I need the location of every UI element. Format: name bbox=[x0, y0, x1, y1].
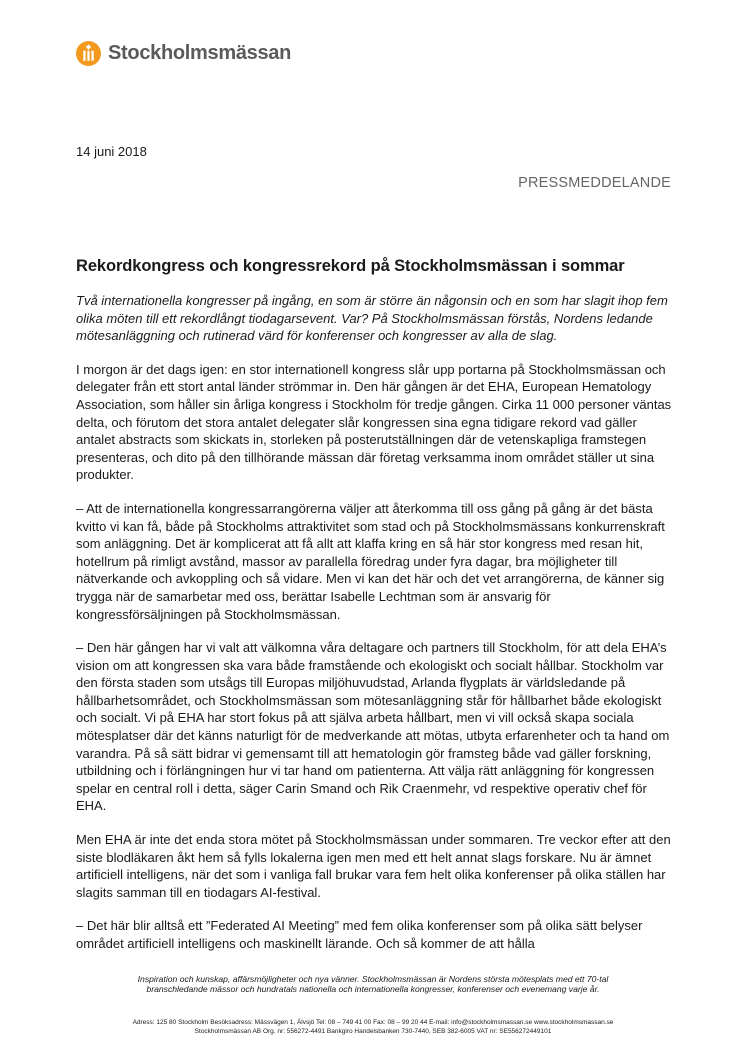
headline: Rekordkongress och kongressrekord på Stockholmsmässan i sommar bbox=[76, 257, 625, 275]
contact-line: Adress: 125 80 Stockholm Besöksadress: Mässvägen 1, Älvsjö Tel: 08 – 749 41 00 Fax: 08 – 99 20 44 E-mail: info@stockholmsmassan.se www.stockholmsmassan.se bbox=[132, 1019, 614, 1026]
body-paragraph: Men EHA är inte det enda stora mötet på Stockholmsmässan under sommaren. Tre veckor efter att den siste blodläkaren åkt hem så fylls lokalerna igen men med ett helt annat slags forskare. Nu är ämnet artificiell intelligens, när det som i vanliga fall brukar vara fem helt olika konferenser på olika ställen har slagits samman till en tiodagars AI-festival. bbox=[76, 832, 671, 900]
footer-tagline bbox=[0, 974, 746, 994]
document-date: 14 juni 2018 bbox=[76, 144, 147, 159]
body-paragraph: – Det här blir alltså ett ”Federated AI Meeting” med fem olika konferenser som på olika sätt belyser området artificiell intelligens och maskinellt lärande. Och så kommer de att hålla bbox=[76, 918, 643, 951]
tagline-line: Inspiration och kunskap, affärsmöjligheter och nya vänner. Stockholmsmässan är Nordens största mötesplats med ett 70-tal bbox=[137, 974, 609, 984]
press-release-body bbox=[76, 256, 672, 970]
lead-paragraph: Två internationella kongresser på ingång, en som är större än någonsin och en som har slagit ihop fem olika möten till ett rekordlångt tiodagarsevent. Var? På Stockholmsmässan förstås, Nordens ledande mötesanläggning och rutinerad värd för konferenser och kongresser av alla de slag. bbox=[76, 293, 668, 344]
body-paragraph: I morgon är det dags igen: en stor internationell kongress slår upp portarna på Stockholmsmässan och delegater från ett stort antal länder strömmar in. Den här gången är det EHA, European Hematology Association, som håller sin årliga kongress i Stockholm för tredje gången. Cirka 11 000 personer väntas delta, och förutom det stora antalet delegater slår kongressen sina egna tidigare rekord vad gäller antalet abstracts som skickats in, storleken på posterutställningen där de vetenskapliga framstegen presenteras, och dito på den tillhörande mässan där företag verksamma inom området ställer ut sina produkter. bbox=[76, 361, 672, 483]
footer-contact bbox=[0, 1018, 746, 1036]
body-paragraph: – Att de internationella kongressarrangörerna väljer att återkomma till oss gång på gång är det bästa kvitto vi kan få, både på Stockholms attraktivitet som stad och på Stockholmsmässans konkurrenskraft som anläggning. Det är komplicerat att få allt att klaffa kring en så här stor kongress med resan hit, hotellrum på rimligt avstånd, massor av parallella föredrag under fyra dagar, bra möjligheter till nätverkande och avkoppling och så vidare. Men vi kan det här och det vet arrangörerna, de känner sig trygga när de samarbetar med oss, berättar Isabelle Lechtman som är ansvarig för kongressförsäljningen på Stockholmsmässan. bbox=[76, 500, 665, 622]
body-paragraph: – Den här gången har vi valt att välkomna våra deltagare och partners till Stockholm, för att dela EHA’s vision om att kongressen ska vara både framstående och ekologiskt och socialt hållbar. Stockholm var den första staden som utsågs till Europas miljöhuvudstad, Arlanda flygplats är världsledande på hållbarhetsområdet, och Stockholmsmässan som mötesanläggning står för hållbarhet både ekologiskt och socialt. Vi på EHA har stort fokus på att själva arbeta hållbart, men vi vill också skapa sociala mötesplatser där det känns naturligt för de medverkande att mötas, utbyta erfarenheter och ta hand om varandra. På så sätt bidrar vi gemensamt till att hematologin gör framsteg både vad gäller forskning, utbildning och i förlängningen hur vi tar hand om patienterna. Att välja rätt anläggning för kongressen spelar en central roll i detta, säger Carin Smand och Rik Craenmehr, vd respektive operativ chef för EHA. bbox=[76, 640, 670, 814]
company-logo bbox=[76, 40, 291, 66]
contact-line: Stockholmsmässan AB Org. nr: 556272-4491 Bankgiro Handelsbanken 730-7440, SEB 382-6005 VAT nr: SE556272449101 bbox=[194, 1028, 552, 1035]
document-type: PRESSMEDDELANDE bbox=[518, 175, 671, 191]
stockholmsmassan-logo-icon bbox=[76, 41, 101, 66]
tagline-line: branschledande mässor och hundratals nationella och internationella kongresser, konferenser och evenemang varje år. bbox=[146, 984, 600, 994]
logo-text: Stockholmsmässan bbox=[108, 42, 292, 64]
